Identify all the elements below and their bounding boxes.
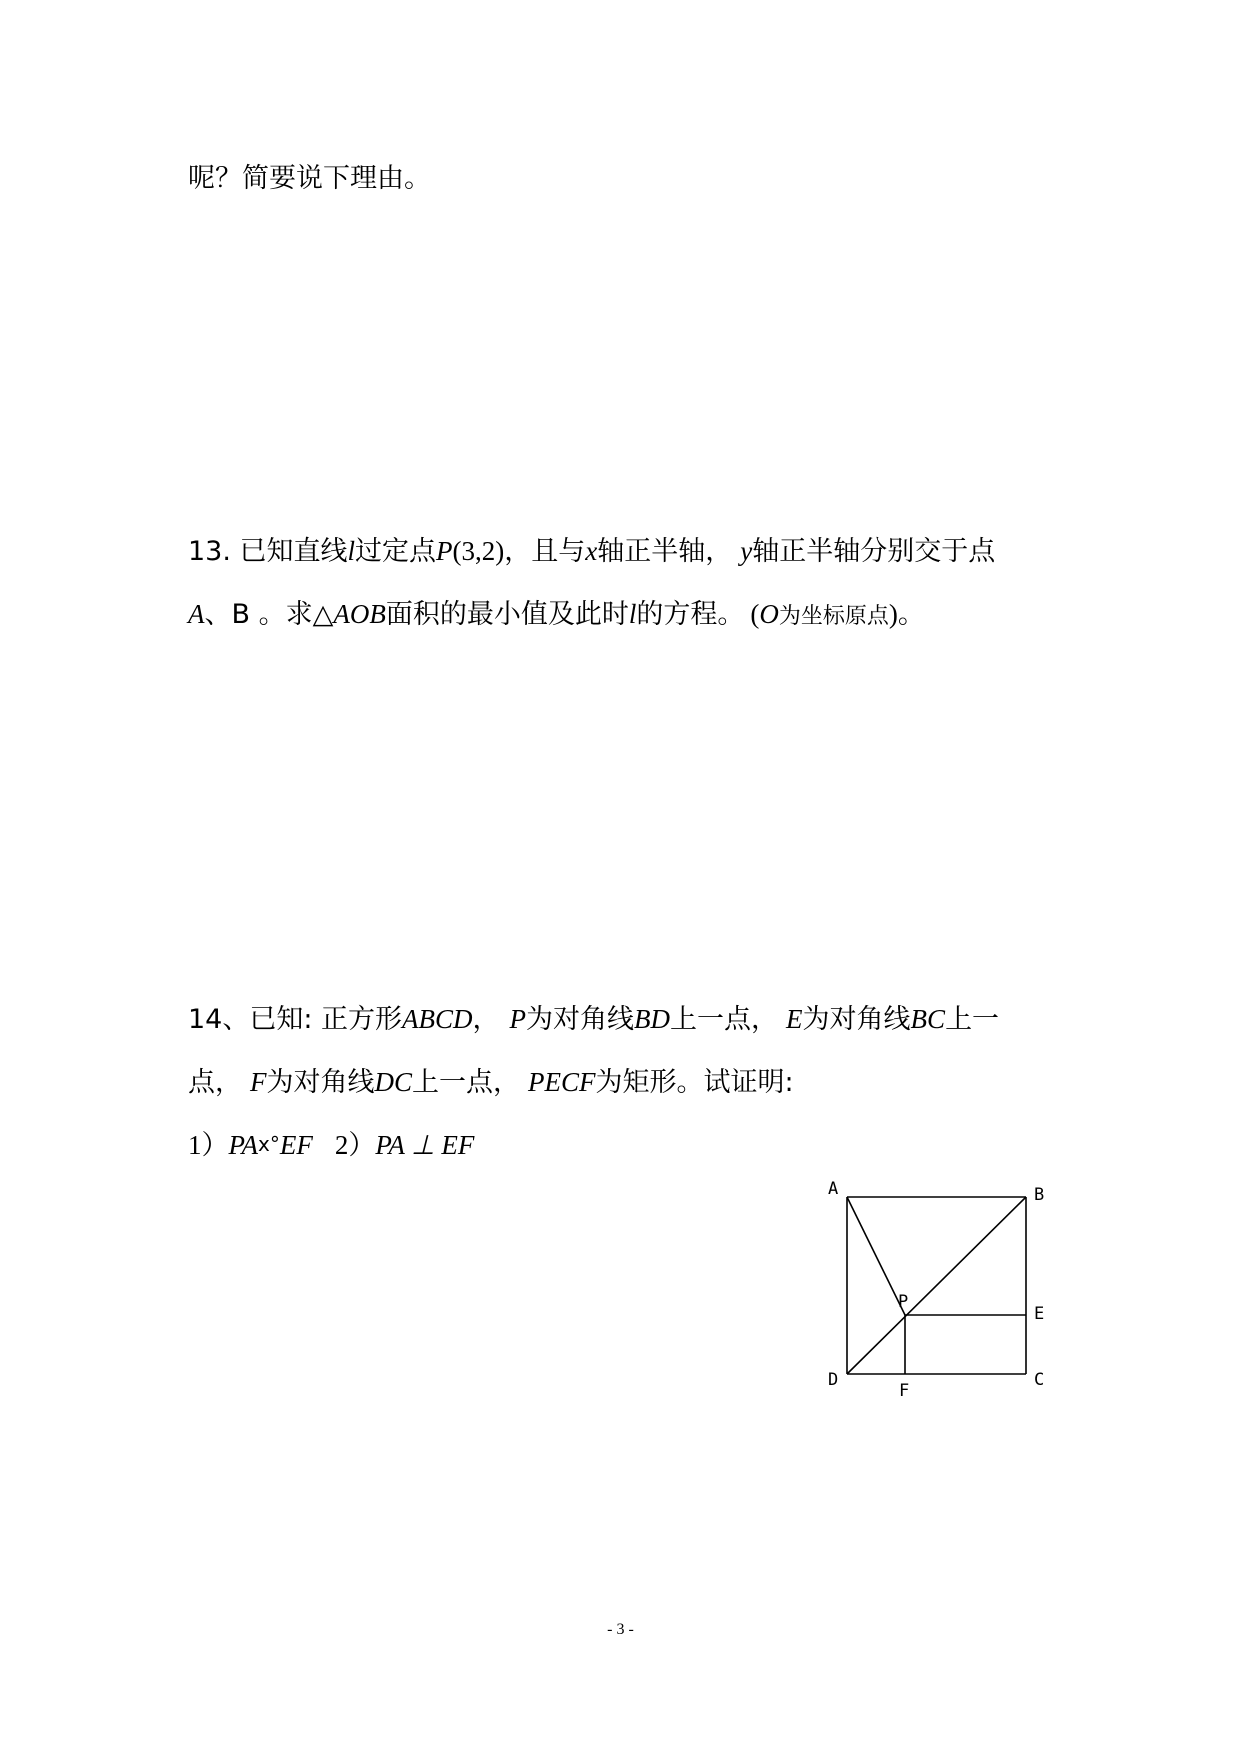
q14-var-BD: BD: [634, 1004, 671, 1034]
diagonal-bd: [847, 1197, 1026, 1374]
segment-pa: [847, 1197, 905, 1315]
label-a: A: [828, 1179, 839, 1199]
label-f: F: [899, 1381, 910, 1401]
q13-var-x: x: [585, 536, 598, 566]
q14-var-P: P: [509, 1004, 527, 1034]
label-c: C: [1034, 1370, 1045, 1390]
item-2-label: 2）: [334, 1130, 376, 1160]
label-b: B: [1034, 1185, 1045, 1205]
q13-text: 、B 。求△: [204, 599, 334, 630]
question-14-items: [188, 1127, 474, 1163]
q13-var-A: A: [188, 599, 205, 629]
q13-text: 。: [897, 599, 925, 630]
question-14-line-2: [188, 1065, 794, 1100]
q13-var-P: P: [436, 536, 453, 566]
q13-text: ，且与: [504, 536, 586, 567]
label-p: P: [898, 1292, 909, 1312]
q14-var-PECF: PECF: [528, 1067, 596, 1097]
continuation-text: 呢？简要说下理由。: [188, 163, 431, 194]
q13-text: 面积的最小值及此时: [385, 599, 629, 630]
question-13-line-2: [188, 597, 925, 634]
q13-coords: (3,2): [452, 536, 505, 566]
q14-var-E: E: [786, 1004, 803, 1034]
q13-text: 过定点: [355, 536, 437, 567]
q14-text: 为对角线: [266, 1067, 375, 1098]
page-number: - 3 -: [607, 1621, 634, 1638]
q13-var-l: l: [628, 599, 637, 629]
q13-paren: ): [888, 599, 898, 629]
q13-text: 的方程。: [636, 599, 745, 630]
item-1-EF: EF: [279, 1130, 313, 1160]
q14-var-ABCD: ABCD: [402, 1004, 473, 1034]
q14-text: 为对角线: [802, 1004, 911, 1035]
q14-text: 上一点，: [670, 1004, 779, 1035]
q13-var-O: O: [759, 599, 779, 629]
q13-paren: (: [750, 599, 760, 629]
question-13-line-1: [188, 534, 995, 569]
q14-var-F: F: [250, 1067, 267, 1097]
item-1-label: 1）: [188, 1130, 229, 1160]
q13-text: 轴正半轴，: [597, 536, 733, 567]
q14-text: 为矩形。试证明:: [595, 1067, 794, 1098]
label-d: D: [828, 1370, 839, 1390]
q14-text: 上一: [945, 1004, 1000, 1035]
question-14-line-1: [188, 1002, 999, 1037]
q14-var-BC: BC: [910, 1004, 946, 1034]
q13-text: 轴正半轴分别交于点: [752, 536, 996, 567]
q13-var-AOB: AOB: [333, 599, 386, 629]
q13-note: 为坐标原点: [778, 604, 889, 629]
q13-text: 13. 已知直线: [188, 536, 348, 567]
item-1-PA: PA: [228, 1130, 259, 1160]
q13-var-l: l: [347, 536, 356, 566]
q13-var-y: y: [740, 536, 753, 566]
item-1-symbol: ⅹ°: [258, 1132, 280, 1156]
q14-text: 点，: [188, 1067, 242, 1098]
label-e: E: [1034, 1304, 1045, 1324]
q14-text: ，: [472, 1004, 500, 1035]
q14-text: 14、已知: 正方形: [188, 1004, 403, 1035]
geometry-figure: [822, 1178, 1062, 1418]
q14-text: 为对角线: [526, 1004, 635, 1035]
q14-text: 上一点，: [412, 1067, 521, 1098]
q14-var-DC: DC: [374, 1067, 413, 1097]
item-2-text: PA ⊥ EF: [375, 1130, 475, 1160]
